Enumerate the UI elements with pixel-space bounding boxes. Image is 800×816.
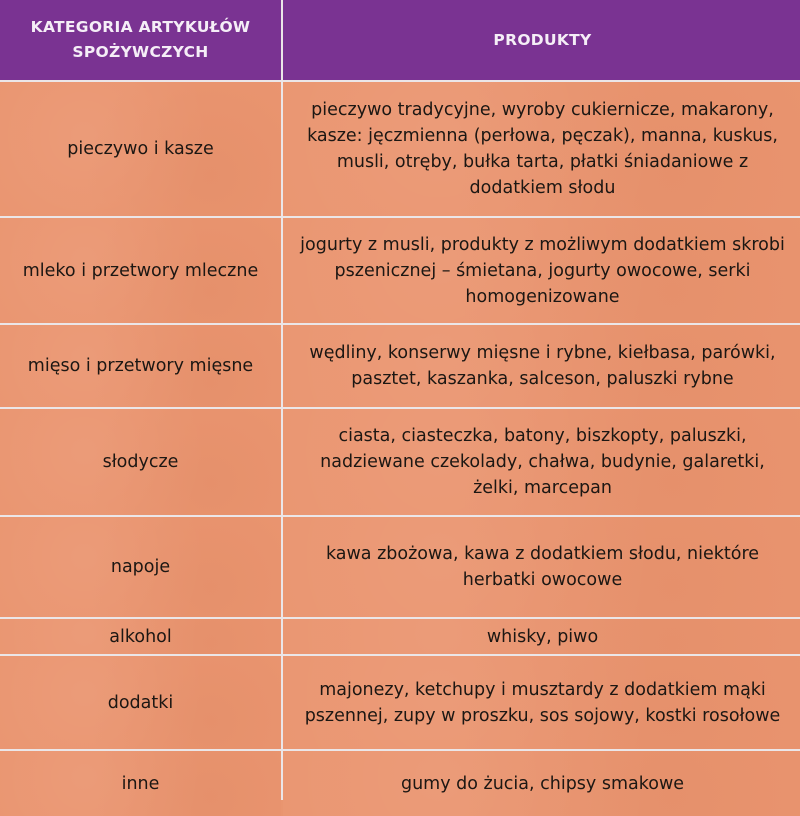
row-category: dodatki: [0, 656, 281, 749]
row-category: inne: [0, 751, 281, 816]
row-products: majonezy, ketchupy i musztardy z dodatkiem mąki pszennej, zupy w proszku, sos sojowy, kostki rosołowe: [283, 656, 800, 749]
row-products: gumy do żucia, chipsy smakowe: [283, 751, 800, 816]
row-products: pieczywo tradycyjne, wyroby cukiernicze, makarony, kasze: jęczmienna (perłowa, pęczak), manna, kuskus, musli, otręby, bułka tarta, płatki śniadaniowe z dodatkiem słodu: [283, 82, 800, 216]
row-category: słodycze: [0, 409, 281, 515]
header-products: PRODUKTY: [283, 0, 800, 80]
row-category: mleko i przetwory mleczne: [0, 218, 281, 323]
row-category: napoje: [0, 517, 281, 617]
row-products: whisky, piwo: [283, 619, 800, 654]
row-products: ciasta, ciasteczka, batony, biszkopty, paluszki, nadziewane czekolady, chałwa, budynie, galaretki, żelki, marcepan: [283, 409, 800, 515]
row-products: wędliny, konserwy mięsne i rybne, kiełbasa, parówki, pasztet, kaszanka, salceson, paluszki rybne: [283, 325, 800, 407]
row-category: pieczywo i kasze: [0, 82, 281, 216]
row-products: jogurty z musli, produkty z możliwym dodatkiem skrobi pszenicznej – śmietana, jogurty owocowe, serki homogenizowane: [283, 218, 800, 323]
header-category: KATEGORIA ARTYKUŁÓW SPOŻYWCZYCH: [0, 0, 281, 80]
row-category: alkohol: [0, 619, 281, 654]
row-products: kawa zbożowa, kawa z dodatkiem słodu, niektóre herbatki owocowe: [283, 517, 800, 617]
row-category: mięso i przetwory mięsne: [0, 325, 281, 407]
